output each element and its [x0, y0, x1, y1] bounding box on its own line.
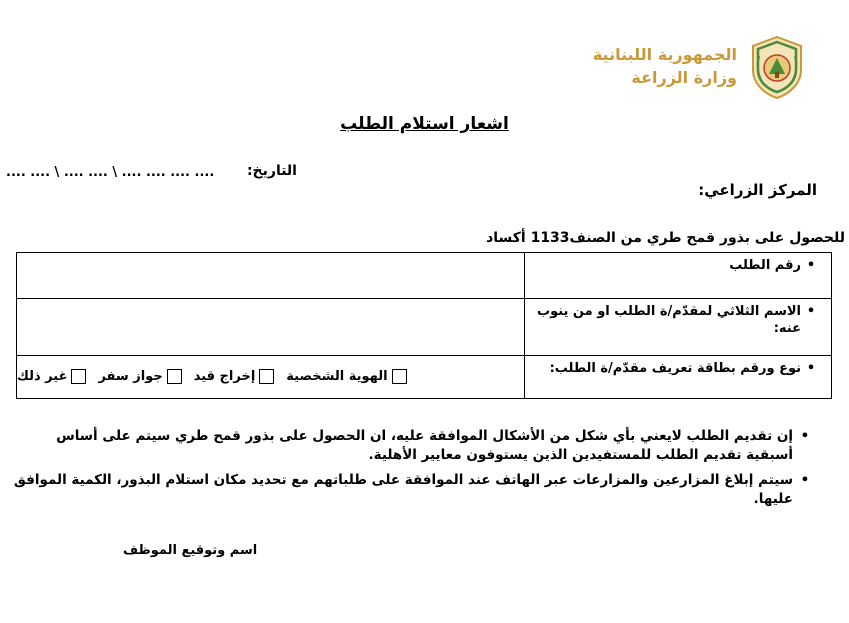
agricultural-center-label: المركز الزراعي: [698, 181, 817, 199]
form-label-cell [525, 299, 832, 356]
request-number-field[interactable] [17, 253, 525, 299]
table-row [17, 356, 832, 399]
org-line-ministry: وزارة الزراعة [631, 68, 737, 87]
list-item [7, 471, 817, 509]
checkbox[interactable] [167, 369, 182, 384]
document-title: اشعار استلام الطلب [340, 114, 509, 134]
bullet-icon: • [800, 428, 810, 444]
note-text: إن تقديم الطلب لايعني بأي شكل من الأشكال الموافقة عليه، ان الحصول على بذور قمح طري سيتم على أساس أسبقية تقديم الطلب للمستفيدين الذين يستوفون معايير الأهلية. [56, 428, 793, 463]
table-row [17, 299, 832, 356]
option-national-id[interactable]: الهوية الشخصية [286, 369, 406, 384]
bullet-icon: • [806, 258, 816, 273]
request-form-table [16, 252, 832, 399]
option-other[interactable]: غير ذلك [17, 369, 86, 384]
bullet-icon: • [806, 361, 816, 376]
request-number-label: رقم الطلب [729, 258, 801, 273]
applicant-name-label: الاسم الثلاثي لمقدّم/ة الطلب او من ينوب عنه: [537, 304, 801, 336]
list-item [7, 427, 817, 465]
purpose-statement: للحصول على بذور قمح طري من الصنف1133 أكساد [486, 230, 845, 246]
form-label-cell [525, 356, 832, 399]
checkbox[interactable] [259, 369, 274, 384]
organization-name [593, 44, 737, 90]
date-label: التاريخ: [246, 163, 297, 179]
bullet-icon: • [806, 304, 816, 319]
checkbox[interactable] [71, 369, 86, 384]
id-type-label: نوع ورقم بطاقة تعريف مقدّم/ة الطلب: [549, 361, 801, 376]
date-placeholder: .... .... \ .... .... \ .... .... .... .... [6, 165, 215, 180]
option-passport[interactable]: جواز سفر [98, 369, 181, 384]
applicant-name-field[interactable] [17, 299, 525, 356]
notes-list [7, 427, 817, 515]
id-type-options-cell [17, 356, 525, 399]
bullet-icon: • [800, 472, 810, 488]
ministry-seal-icon [745, 34, 809, 100]
org-line-republic: الجمهورية اللبنانية [592, 45, 737, 64]
table-row [17, 253, 832, 299]
checkbox[interactable] [392, 369, 407, 384]
employee-signature-label: اسم وتوقيع الموظف [123, 543, 258, 558]
letterhead [593, 34, 809, 100]
form-label-cell [525, 253, 832, 299]
option-civil-record[interactable]: إخراج قيد [194, 369, 275, 384]
note-text: سيتم إبلاغ المزارعين والمزارعات عبر الهاتف عند الموافقة على طلباتهم مع تحديد مكان استلام البذور، الكمية الموافق عليها. [13, 472, 793, 507]
